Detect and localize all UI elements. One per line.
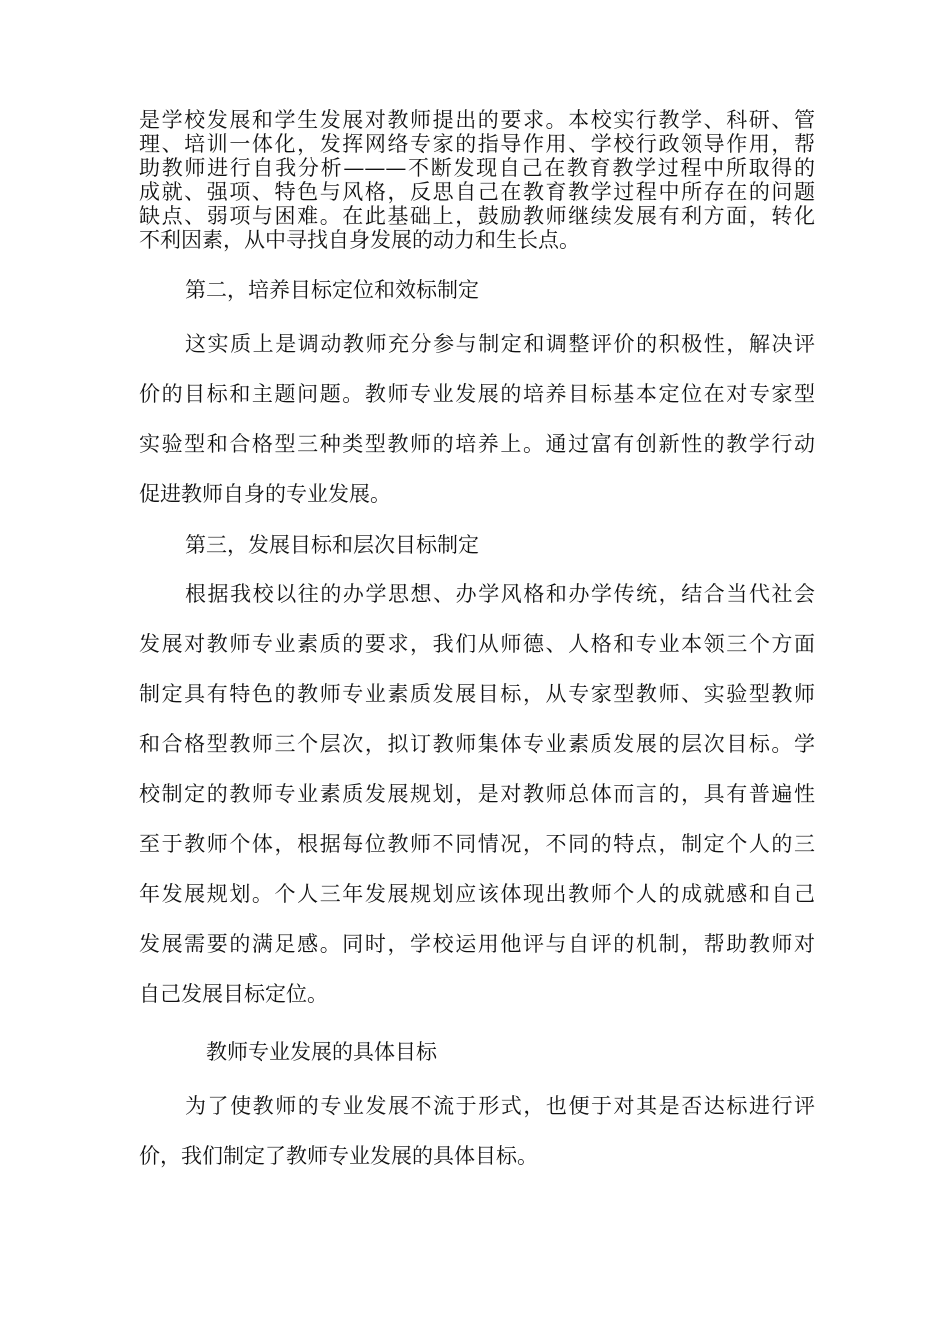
section-heading: 第二，培养目标定位和效标制定 [185, 278, 479, 302]
paragraph-line: 实验型和合格型三种类型教师的培养上。通过富有创新性的教学行动 [139, 432, 815, 456]
paragraph-line: 年发展规划。个人三年发展规划应该体现出教师个人的成就感和自己 [139, 882, 815, 906]
paragraph-line: 发展需要的满足感。同时，学校运用他评与自评的机制，帮助教师对 [139, 932, 815, 956]
paragraph-line: 是学校发展和学生发展对教师提出的要求。本校实行教学、科研、管 [139, 108, 815, 132]
paragraph-line: 促进教师自身的专业发展。 [139, 482, 391, 506]
section-heading: 教师专业发展的具体目标 [206, 1040, 437, 1064]
paragraph-line: 和合格型教师三个层次，拟订教师集体专业素质发展的层次目标。学 [139, 732, 815, 756]
paragraph-line: 制定具有特色的教师专业素质发展目标，从专家型教师、实验型教师 [139, 682, 815, 706]
paragraph-line: 这实质上是调动教师充分参与制定和调整评价的积极性，解决评 [185, 332, 815, 356]
paragraph-line: 至于教师个体，根据每位教师不同情况，不同的特点，制定个人的三 [139, 832, 815, 856]
paragraph-line: 助教师进行自我分析———不断发现自己在教育教学过程中所取得的 [139, 156, 815, 180]
paragraph-line: 校制定的教师专业素质发展规划，是对教师总体而言的，具有普遍性 [139, 782, 815, 806]
paragraph-line: 为了使教师的专业发展不流于形式，也便于对其是否达标进行评 [185, 1094, 815, 1118]
paragraph-line: 价的目标和主题问题。教师专业发展的培养目标基本定位在对专家型 [139, 382, 815, 406]
paragraph-line: 自己发展目标定位。 [139, 982, 328, 1006]
paragraph-line: 缺点、弱项与困难。在此基础上，鼓励教师继续发展有利方面，转化 [139, 204, 815, 228]
paragraph-line: 发展对教师专业素质的要求，我们从师德、人格和专业本领三个方面 [139, 632, 815, 656]
paragraph-line: 根据我校以往的办学思想、办学风格和办学传统，结合当代社会 [185, 582, 815, 606]
paragraph-line: 成就、强项、特色与风格，反思自己在教育教学过程中所存在的问题 [139, 180, 815, 204]
paragraph-line: 价，我们制定了教师专业发展的具体目标。 [139, 1144, 538, 1168]
section-heading: 第三，发展目标和层次目标制定 [185, 533, 479, 557]
paragraph-line: 理、培训一体化，发挥网络专家的指导作用、学校行政领导作用，帮 [139, 132, 815, 156]
paragraph-line: 不利因素，从中寻找自身发展的动力和生长点。 [139, 228, 580, 252]
